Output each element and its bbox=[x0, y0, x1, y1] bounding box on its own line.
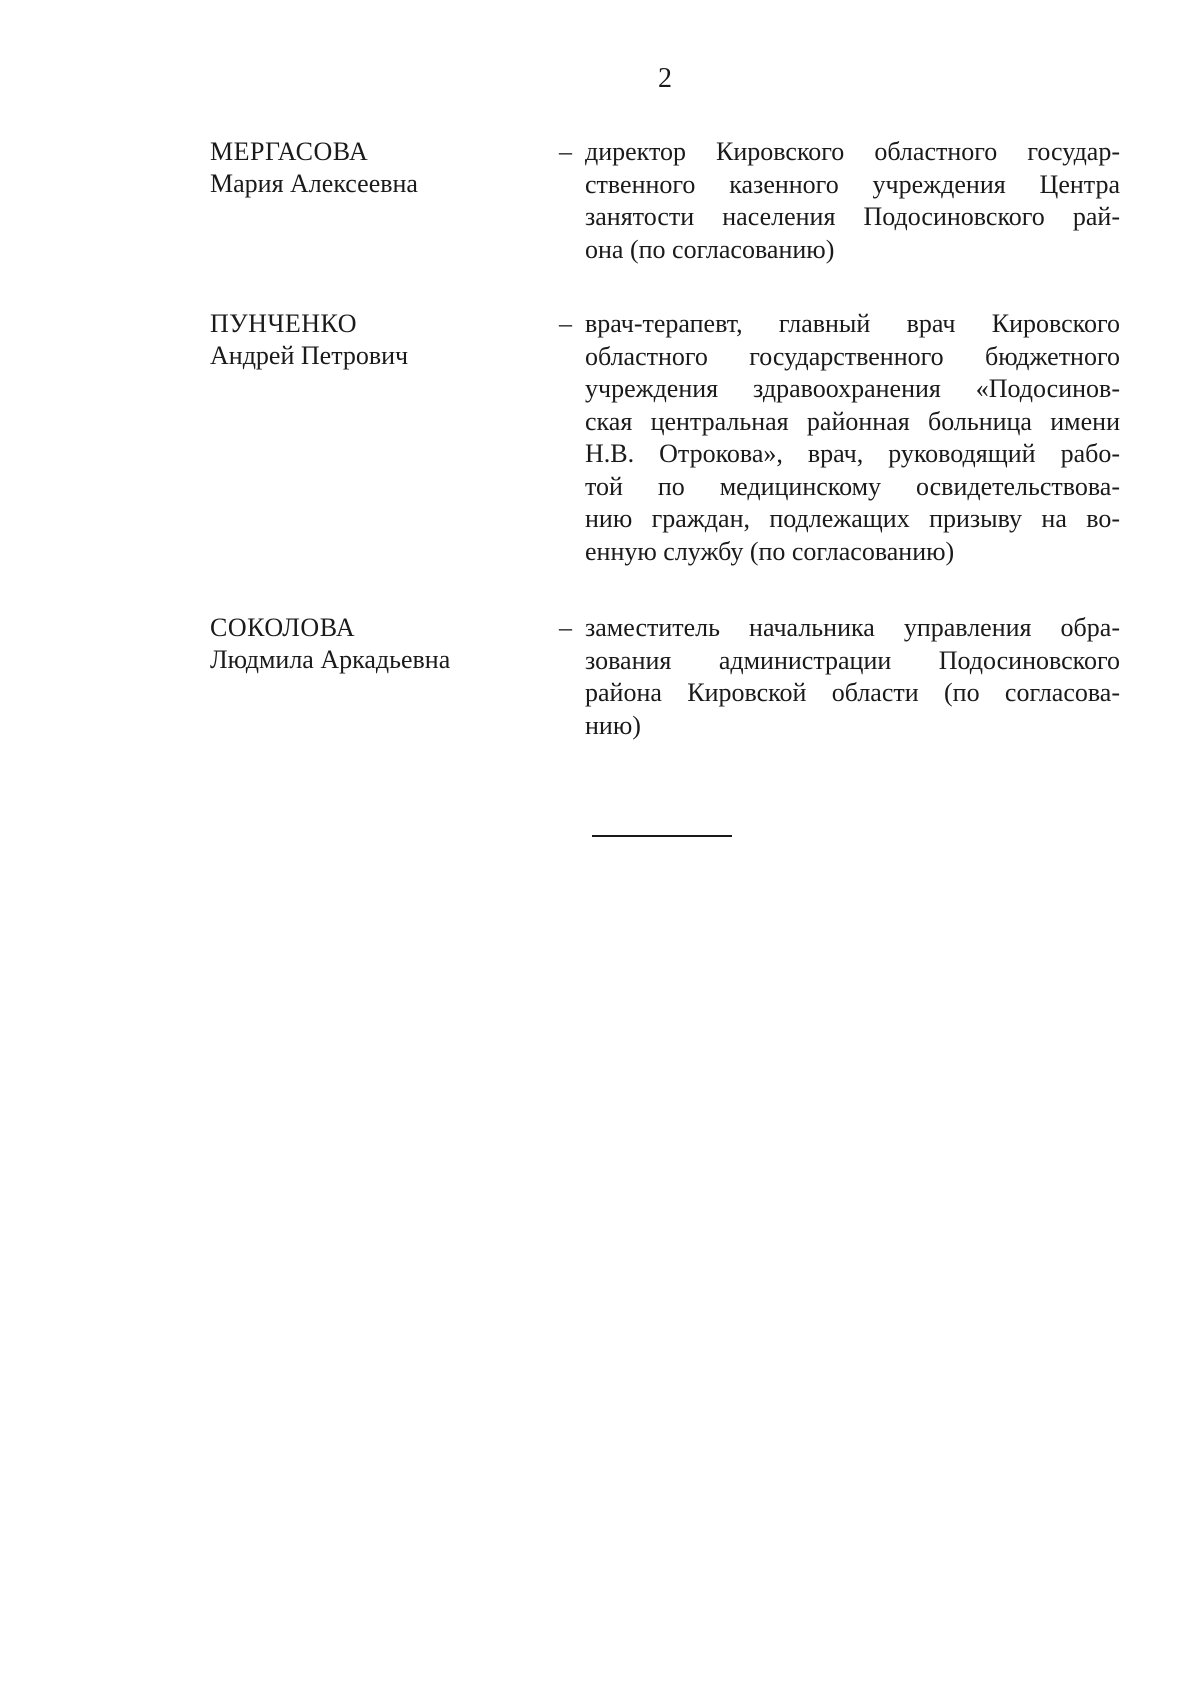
member-surname: МЕРГАСОВА bbox=[210, 137, 369, 166]
description-line: директор Кировского областного государ- bbox=[585, 137, 1120, 166]
member-name bbox=[210, 136, 540, 200]
member-given-names: Андрей Петрович bbox=[210, 341, 409, 370]
description-line: областного государственного бюджетного bbox=[585, 341, 1120, 371]
description-line: нию) bbox=[585, 710, 641, 740]
member-name bbox=[210, 612, 540, 676]
description-line: зования администрации Подосиновского bbox=[585, 645, 1120, 675]
member-given-names: Людмила Аркадьевна bbox=[210, 645, 451, 674]
member-given-names: Мария Алексеевна bbox=[210, 169, 418, 198]
description-line: занятости населения Подосиновского рай- bbox=[585, 202, 1120, 231]
member-surname: СОКОЛОВА bbox=[210, 613, 356, 642]
description-line: района Кировской области (по согласова- bbox=[585, 678, 1120, 707]
page-number: 2 bbox=[658, 63, 672, 94]
description-line: Н.В. Отрокова», врач, руководящий рабо- bbox=[585, 439, 1120, 468]
member-description bbox=[585, 308, 1120, 568]
separator-dash: – bbox=[559, 613, 572, 642]
description-line: нию граждан, подлежащих призыву на во- bbox=[585, 504, 1120, 533]
description-line: учреждения здравоохранения «Подосинов- bbox=[585, 374, 1120, 403]
description-line: врач-терапевт, главный врач Кировского bbox=[585, 309, 1120, 338]
member-surname: ПУНЧЕНКО bbox=[210, 309, 357, 338]
description-line: ская центральная районная больница имени bbox=[585, 406, 1120, 436]
separator-dash: – bbox=[559, 137, 572, 166]
description-line: енную службу (по согласованию) bbox=[585, 536, 955, 566]
description-line: она (по согласованию) bbox=[585, 234, 835, 264]
member-description bbox=[585, 136, 1120, 266]
member-description bbox=[585, 612, 1120, 742]
description-line: ственного казенного учреждения Центра bbox=[585, 169, 1120, 199]
end-of-list-rule bbox=[592, 835, 732, 837]
description-line: заместитель начальника управления обра- bbox=[585, 613, 1120, 642]
member-name bbox=[210, 308, 540, 372]
description-line: той по медицинскому освидетельствова- bbox=[585, 471, 1120, 501]
separator-dash: – bbox=[559, 309, 572, 338]
